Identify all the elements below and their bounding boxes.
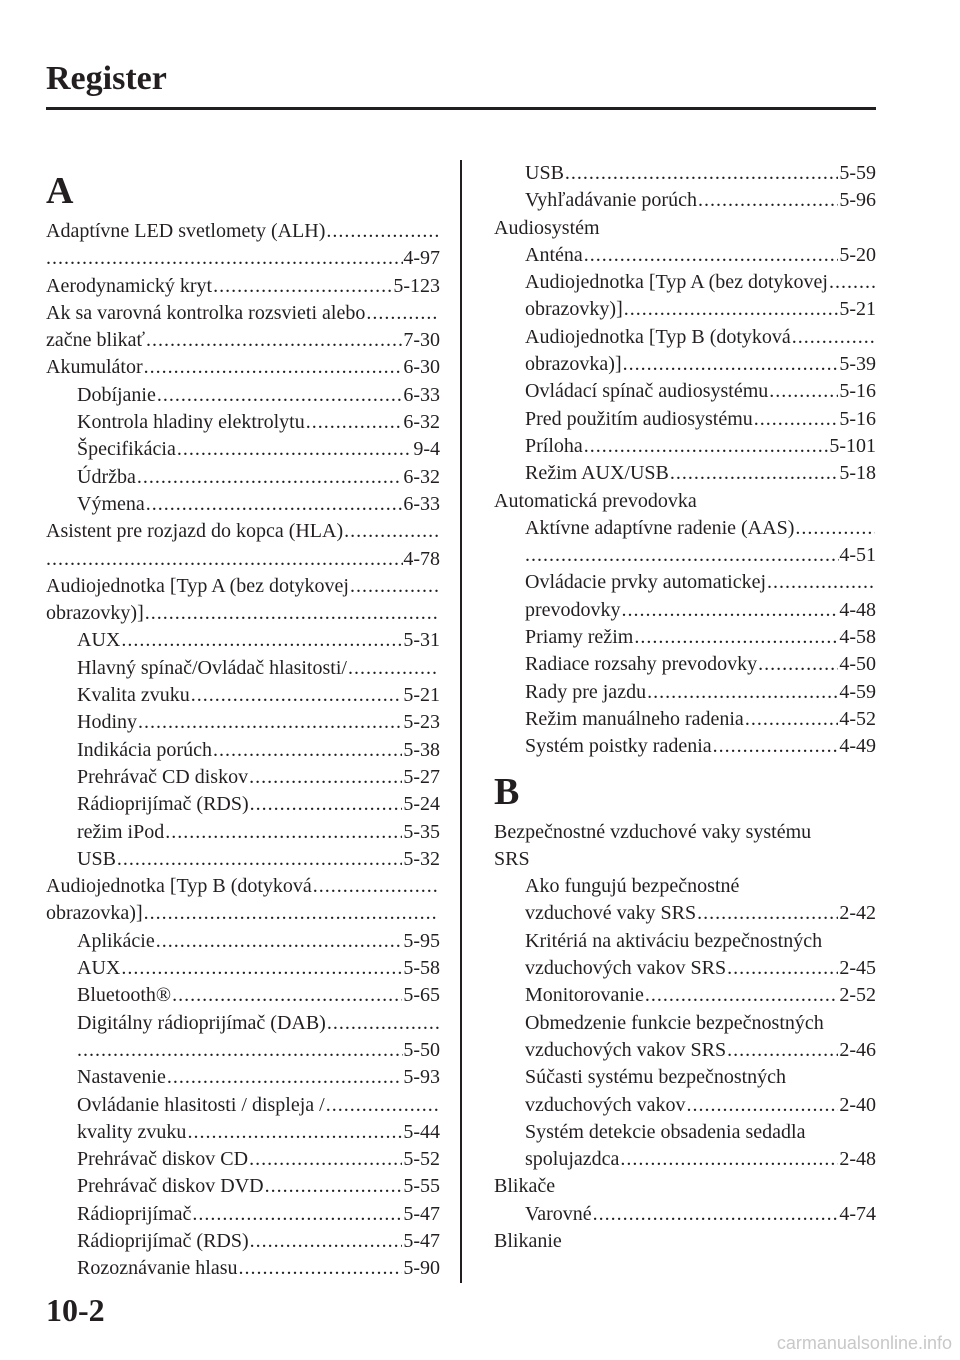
entry-page: 5-39 [839, 353, 876, 376]
dot-leader [593, 1201, 839, 1228]
index-heading: Blikače [494, 1175, 556, 1198]
entry-term: Bluetooth® [77, 984, 172, 1007]
index-heading: Systém detekcie obsadenia sedadla [525, 1120, 806, 1143]
entry-page: 5-95 [403, 929, 440, 952]
dot-leader [137, 464, 402, 491]
dot-leader [795, 515, 875, 542]
index-entry [46, 682, 440, 709]
index-entry-text [46, 655, 440, 682]
entry-term: Systém poistky radenia [525, 735, 712, 758]
index-entry-text [46, 1092, 440, 1119]
dot-leader [172, 982, 402, 1009]
dot-leader [250, 1228, 403, 1255]
entry-term: Výmena [77, 492, 145, 515]
dot-leader [792, 324, 875, 351]
entry-page: 6-32 [403, 411, 440, 434]
index-entry-text [46, 900, 440, 927]
dot-leader [670, 460, 838, 487]
entry-page: 5-20 [839, 243, 876, 266]
index-entry-text [46, 600, 440, 627]
dot-leader [157, 382, 402, 409]
entry-term: Audiojednotka [Typ B (dotyková [525, 325, 791, 348]
entry-term: režim iPod [77, 820, 165, 843]
entry-term: Špecifikácia [77, 438, 176, 461]
entry-term: Režim AUX/USB [525, 462, 669, 485]
entry-term: Adaptívne LED svetlomety (ALH) [46, 220, 326, 242]
dot-leader [265, 1173, 403, 1200]
entry-page: 5-27 [403, 765, 440, 788]
index-entry [494, 1037, 876, 1064]
watermark: carmanualsonline.info [776, 1333, 952, 1353]
entry-term: Prehrávač diskov DVD [77, 1175, 264, 1198]
dot-leader [187, 1119, 402, 1146]
index-entry [46, 737, 440, 764]
entry-term: Varovné [525, 1202, 592, 1225]
dot-leader [344, 518, 439, 545]
entry-term: Audiojednotka [Typ B (dotyková [46, 875, 312, 898]
index-entry-continuation [494, 542, 876, 569]
dot-leader [121, 627, 402, 654]
entry-term: obrazovka)] [46, 902, 143, 925]
entry-term: AUX [77, 629, 121, 652]
entry-page: 4-48 [839, 598, 876, 621]
entry-term: vzduchových vakov [525, 1093, 686, 1116]
entry-page: 5-21 [403, 684, 440, 707]
entry-page: 7-30 [403, 329, 440, 352]
dot-leader [769, 378, 838, 405]
entry-page: 2-48 [839, 1148, 876, 1171]
index-entry [494, 982, 876, 1009]
entry-page: 5-16 [839, 407, 876, 430]
entry-term: Kontrola hladiny elektrolytu [77, 411, 305, 434]
index-entry [494, 706, 876, 733]
entry-page: 4-58 [839, 626, 876, 649]
entry-page: 4-78 [403, 547, 440, 570]
dot-leader [192, 1201, 402, 1228]
dot-leader [698, 187, 838, 214]
entry-term: vzduchové vaky SRS [525, 902, 697, 925]
index-entry [494, 351, 876, 378]
entry-term: Asistent pre rozjazd do kopca (HLA) [46, 520, 344, 543]
dot-leader [138, 709, 402, 736]
index-entry-continuation [46, 1037, 440, 1064]
entry-page: 5-123 [393, 274, 440, 297]
index-heading: Kritériá na aktiváciu bezpečnostných [525, 929, 823, 952]
index-entry [494, 679, 876, 706]
index-entry-text [494, 569, 876, 596]
index-entry [46, 982, 440, 1009]
dot-leader [77, 1037, 403, 1064]
index-entry-text [494, 324, 876, 351]
dot-leader [634, 624, 838, 651]
entry-page: 2-46 [839, 1038, 876, 1061]
dot-leader [622, 597, 839, 624]
entry-term: USB [525, 162, 564, 184]
index-entry-continuation [46, 546, 440, 573]
index-entry-text [46, 873, 440, 900]
section-letter: B [494, 770, 520, 813]
entry-page: 4-52 [839, 707, 876, 730]
index-entry [494, 160, 876, 187]
index-entry [46, 928, 440, 955]
index-entry [494, 433, 876, 460]
entry-term: Rozoznávanie hlasu [77, 1257, 238, 1280]
entry-term: Ovládací spínač audiosystému [525, 380, 769, 403]
section-letter: A [46, 170, 74, 212]
entry-term: začne blikať [46, 329, 146, 352]
index-entry [46, 1255, 440, 1282]
index-heading: Ako fungujú bezpečnostné [525, 875, 740, 898]
dot-leader [145, 600, 439, 627]
index-right-column [494, 160, 876, 1255]
entry-term: vzduchových vakov SRS [525, 1038, 727, 1061]
entry-term: kvality zvuku [77, 1120, 187, 1143]
entry-term: USB [77, 847, 116, 870]
entry-term: Audiojednotka [Typ A (bez dotykovej [46, 574, 349, 597]
index-entry [46, 354, 440, 381]
entry-page: 5-21 [839, 298, 876, 321]
entry-page: 5-18 [839, 462, 876, 485]
entry-term: Hlavný spínač/Ovládač hlasitosti/ [77, 656, 347, 679]
index-entry [494, 955, 876, 982]
dot-leader [697, 900, 838, 927]
index-entry [46, 1173, 440, 1200]
entry-page: 5-24 [403, 793, 440, 816]
dot-leader [745, 706, 839, 733]
entry-term: Aerodynamický kryt [46, 274, 213, 297]
entry-term: Príloha [525, 434, 583, 457]
entry-term: Rádioprijímač (RDS) [77, 1229, 249, 1252]
index-entry [46, 382, 440, 409]
dot-leader [624, 296, 839, 323]
index-entry [46, 436, 440, 463]
dot-leader [326, 218, 439, 245]
index-entry [494, 406, 876, 433]
entry-page: 5-58 [403, 957, 440, 980]
entry-term: Pred použitím audiosystému [525, 407, 753, 430]
entry-page: 5-55 [403, 1175, 440, 1198]
entry-term: Hodiny [77, 711, 137, 734]
entry-page: 5-38 [403, 738, 440, 761]
index-heading: Blikanie [494, 1229, 562, 1252]
dot-leader [165, 819, 402, 846]
dot-leader [326, 1092, 439, 1119]
dot-leader [687, 1092, 839, 1119]
index-entry [46, 327, 440, 354]
entry-term: Nastavenie [77, 1066, 166, 1089]
entry-page: 5-50 [403, 1038, 440, 1061]
entry-page: 5-47 [403, 1202, 440, 1225]
index-entry-text [494, 515, 876, 542]
dot-leader [250, 791, 403, 818]
dot-leader [144, 900, 439, 927]
index-entry [46, 464, 440, 491]
index-entry [494, 624, 876, 651]
dot-leader [146, 491, 403, 518]
entry-term: Rady pre jazdu [525, 680, 647, 703]
entry-term: Ovládacie prvky automatickej [525, 571, 767, 594]
dot-leader [213, 737, 402, 764]
entry-page: 5-96 [839, 189, 876, 212]
entry-term: Aktívne adaptívne radenie (AAS) [525, 516, 795, 539]
entry-term: AUX [77, 957, 121, 980]
index-entry-text [46, 518, 440, 545]
entry-term: Aplikácie [77, 929, 155, 952]
entry-term: vzduchových vakov SRS [525, 957, 727, 980]
index-entry [46, 709, 440, 736]
dot-leader [348, 655, 439, 682]
entry-term: obrazovky)] [46, 602, 144, 625]
entry-page: 2-40 [839, 1093, 876, 1116]
entry-page: 5-44 [403, 1120, 440, 1143]
entry-page: 5-59 [839, 162, 876, 184]
entry-term: Digitálny rádioprijímač (DAB) [77, 1011, 326, 1034]
entry-term: Anténa [525, 243, 583, 266]
index-entry [494, 187, 876, 214]
index-entry [46, 1201, 440, 1228]
entry-page: 2-52 [839, 984, 876, 1007]
entry-page: 5-101 [829, 434, 876, 457]
dot-leader [645, 982, 838, 1009]
entry-page: 5-31 [403, 629, 440, 652]
index-entry [494, 597, 876, 624]
entry-term: Dobíjanie [77, 383, 156, 406]
dot-leader [191, 682, 403, 709]
index-entry-text [46, 218, 440, 245]
dot-leader [366, 300, 439, 327]
index-entry [494, 733, 876, 760]
dot-leader [350, 573, 439, 600]
dot-leader [647, 679, 838, 706]
dot-leader [767, 569, 875, 596]
entry-term: Vyhľadávanie porúch [525, 189, 697, 212]
index-heading: Obmedzenie funkcie bezpečnostných [525, 1011, 824, 1034]
index-entry [494, 460, 876, 487]
index-entry [494, 1201, 876, 1228]
entry-term: Indikácia porúch [77, 738, 212, 761]
entry-term: Prehrávač CD diskov [77, 765, 249, 788]
dot-leader [146, 327, 402, 354]
entry-page: 2-42 [839, 902, 876, 925]
dot-leader [565, 160, 838, 187]
entry-page: 5-35 [403, 820, 440, 843]
dot-leader [46, 245, 403, 272]
index-entry-continuation [46, 245, 440, 272]
dot-leader [584, 242, 839, 269]
entry-term: Akumulátor [46, 356, 143, 379]
index-entry [46, 791, 440, 818]
dot-leader [117, 846, 402, 873]
page-title: Register [46, 60, 167, 97]
entry-page: 5-65 [403, 984, 440, 1007]
index-entry [46, 273, 440, 300]
entry-page: 5-16 [839, 380, 876, 403]
index-entry [46, 846, 440, 873]
entry-term: Priamy režim [525, 626, 634, 649]
entry-page: 2-45 [839, 957, 876, 980]
index-heading: Súčasti systému bezpečnostných [525, 1066, 787, 1089]
entry-term: Rádioprijímač (RDS) [77, 793, 249, 816]
dot-leader [239, 1255, 403, 1282]
dot-leader [144, 354, 403, 381]
entry-term: obrazovka)] [525, 353, 622, 376]
dot-leader [156, 928, 403, 955]
index-entry [46, 409, 440, 436]
entry-term: Režim manuálneho radenia [525, 707, 744, 730]
index-entry [46, 819, 440, 846]
index-entry [46, 627, 440, 654]
column-divider [460, 160, 462, 1283]
entry-page: 5-90 [403, 1257, 440, 1280]
entry-page: 4-49 [839, 735, 876, 758]
dot-leader [758, 651, 838, 678]
dot-leader [177, 436, 412, 463]
dot-leader [727, 955, 838, 982]
index-heading: Audiosystém [494, 216, 600, 239]
entry-term: Audiojednotka [Typ A (bez dotykovej [525, 271, 828, 294]
index-entry-text [494, 269, 876, 296]
entry-term: spolujazdca [525, 1148, 620, 1171]
index-entry [46, 1119, 440, 1146]
dot-leader [327, 1010, 439, 1037]
header-divider [46, 107, 876, 110]
entry-page: 4-50 [839, 653, 876, 676]
entry-term: Ak sa varovná kontrolka rozsvieti alebo [46, 301, 366, 324]
entry-page: 6-33 [403, 492, 440, 515]
entry-page: 4-74 [839, 1202, 876, 1225]
dot-leader [620, 1146, 838, 1173]
entry-page: 5-52 [403, 1148, 440, 1171]
entry-term: Ovládanie hlasitosti / displeja / [77, 1093, 325, 1116]
entry-term: Rádioprijímač [77, 1202, 192, 1225]
index-entry [494, 378, 876, 405]
entry-page: 4-97 [403, 247, 440, 270]
dot-leader [46, 546, 403, 573]
dot-leader [754, 406, 839, 433]
index-entry-text [46, 1010, 440, 1037]
index-heading: SRS [494, 847, 530, 870]
entry-page: 4-59 [839, 680, 876, 703]
entry-term: obrazovky)] [525, 298, 623, 321]
page-number: 10-2 [46, 1292, 105, 1328]
dot-leader [249, 764, 402, 791]
index-entry [494, 296, 876, 323]
dot-leader [623, 351, 839, 378]
entry-page: 5-47 [403, 1229, 440, 1252]
index-entry [494, 242, 876, 269]
index-heading: Bezpečnostné vzduchové vaky systému [494, 820, 812, 843]
dot-leader [713, 733, 839, 760]
entry-term: Prehrávač diskov CD [77, 1148, 249, 1171]
index-entry [46, 491, 440, 518]
dot-leader [829, 269, 875, 296]
index-entry [494, 651, 876, 678]
dot-leader [525, 542, 839, 569]
entry-term: Radiace rozsahy prevodovky [525, 653, 758, 676]
entry-page: 6-32 [403, 465, 440, 488]
entry-term: Monitorovanie [525, 984, 644, 1007]
dot-leader [727, 1037, 838, 1064]
index-entry [46, 1064, 440, 1091]
entry-page: 5-93 [403, 1066, 440, 1089]
index-entry-text [46, 573, 440, 600]
index-left-column [46, 160, 440, 1283]
entry-page: 6-30 [403, 356, 440, 379]
index-entry [494, 1092, 876, 1119]
dot-leader [306, 409, 403, 436]
index-entry [46, 764, 440, 791]
dot-leader [121, 955, 402, 982]
dot-leader [249, 1146, 402, 1173]
entry-term: Kvalita zvuku [77, 684, 190, 707]
index-entry [494, 900, 876, 927]
index-heading: Automatická prevodovka [494, 489, 697, 512]
index-entry [46, 955, 440, 982]
index-entry [46, 1228, 440, 1255]
dot-leader [167, 1064, 402, 1091]
entry-term: Údržba [77, 465, 136, 488]
dot-leader [213, 273, 392, 300]
dot-leader [313, 873, 439, 900]
index-entry-text [46, 300, 440, 327]
entry-page: 4-51 [839, 544, 876, 567]
entry-page: 5-23 [403, 711, 440, 734]
index-entry [494, 1146, 876, 1173]
entry-page: 6-33 [403, 383, 440, 406]
entry-term: prevodovky [525, 598, 621, 621]
index-entry [46, 1146, 440, 1173]
entry-page: 5-32 [403, 847, 440, 870]
entry-page: 9-4 [413, 438, 440, 461]
dot-leader [584, 433, 829, 460]
